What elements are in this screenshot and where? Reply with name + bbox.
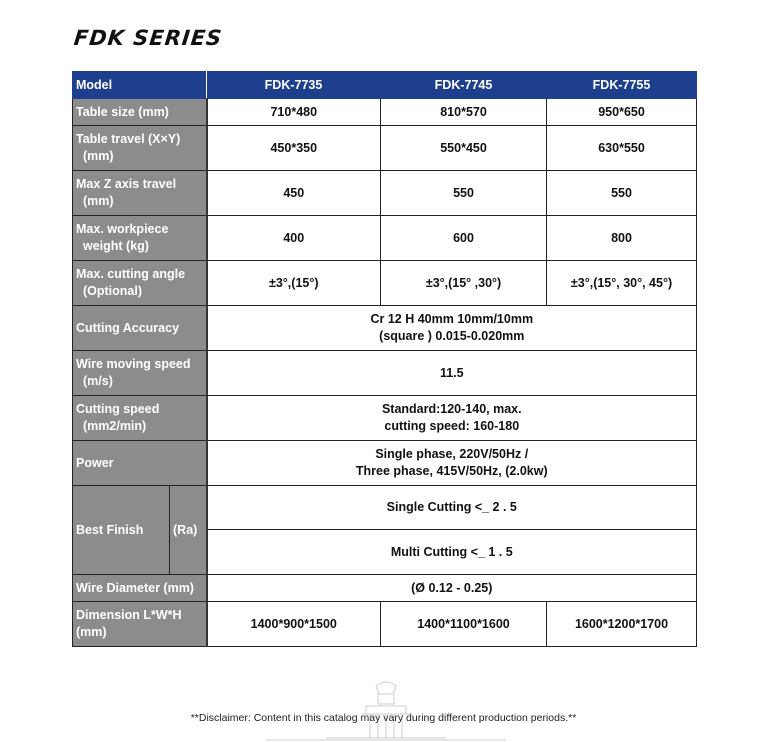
- cell-line: Standard:120-140, max.: [381, 402, 522, 416]
- table-row: [73, 486, 697, 530]
- table-row: [73, 216, 697, 261]
- table-row: [73, 306, 697, 351]
- row-label-line: Max. workpiece: [76, 222, 169, 236]
- row-label-line: (mm2/min): [83, 419, 147, 433]
- row-label: Cutting Accuracy: [73, 306, 207, 351]
- row-label-line: (Optional): [83, 284, 143, 298]
- row-label: Power: [73, 441, 207, 486]
- table-cell: ±3°,(15° ,30°): [381, 261, 547, 306]
- row-label: [73, 126, 207, 171]
- row-label: Table size (mm): [73, 99, 207, 126]
- row-label: Best Finish: [73, 486, 170, 575]
- table-cell: ±3°,(15°, 30°, 45°): [547, 261, 697, 306]
- row-label-line: weight (kg): [83, 239, 149, 253]
- cell-line: Single phase, 220V/50Hz /: [375, 447, 529, 461]
- header-model-2: FDK-7745: [381, 72, 547, 99]
- row-label: [73, 216, 207, 261]
- header-model-1: FDK-7735: [207, 72, 381, 99]
- table-cell: 1400*1100*1600: [381, 602, 547, 647]
- table-header-row: [73, 72, 697, 99]
- row-label-line: (mm): [76, 625, 107, 639]
- header-model-label: Model: [73, 72, 207, 99]
- cell-line: Three phase, 415V/50Hz, (2.0kw): [355, 464, 548, 478]
- cell-line: (square ) 0.015-0.020mm: [379, 329, 525, 343]
- table-row: [73, 396, 697, 441]
- table-row: [73, 441, 697, 486]
- monument-watermark-icon: [266, 676, 506, 742]
- row-label-line: Table travel (X×Y): [76, 132, 181, 146]
- row-label-line: (m/s): [83, 374, 113, 388]
- table-cell: 550: [381, 171, 547, 216]
- table-row: [73, 602, 697, 647]
- table-cell: 950*650: [547, 99, 697, 126]
- table-cell: 1600*1200*1700: [547, 602, 697, 647]
- table-cell: 600: [381, 216, 547, 261]
- cell-line: Cr 12 H 40mm 10mm/10mm: [370, 312, 534, 326]
- table-row: [73, 575, 697, 602]
- table-cell: 810*570: [381, 99, 547, 126]
- table-cell: ±3°,(15°): [207, 261, 381, 306]
- table-cell-merged: (Ø 0.12 - 0.25): [207, 575, 697, 602]
- spec-table: [72, 71, 697, 647]
- table-cell: 550*450: [381, 126, 547, 171]
- table-row: [73, 351, 697, 396]
- table-row: [73, 171, 697, 216]
- table-cell: 1400*900*1500: [207, 602, 381, 647]
- row-label-line: (mm): [83, 149, 114, 163]
- table-cell: 550: [547, 171, 697, 216]
- table-cell-merged: Multi Cutting <_ 1 . 5: [207, 530, 697, 575]
- table-row: [73, 126, 697, 171]
- table-cell: 710*480: [207, 99, 381, 126]
- table-row: [73, 261, 697, 306]
- row-label: [73, 171, 207, 216]
- row-label: [73, 351, 207, 396]
- table-cell: 400: [207, 216, 381, 261]
- table-cell-merged: [207, 306, 697, 351]
- table-cell-merged: [207, 441, 697, 486]
- table-cell-merged: [207, 396, 697, 441]
- row-label-line: Max. cutting angle: [76, 267, 186, 281]
- row-label-line: Wire moving speed: [76, 357, 191, 371]
- cell-line: cutting speed: 160-180: [384, 419, 520, 433]
- table-cell-merged: Single Cutting <_ 2 . 5: [207, 486, 697, 530]
- row-label: [73, 396, 207, 441]
- table-cell: 450: [207, 171, 381, 216]
- row-label-line: Dimension L*W*H: [76, 608, 182, 622]
- table-cell: 800: [547, 216, 697, 261]
- row-label-line: Max Z axis travel: [76, 177, 177, 191]
- row-label: [73, 602, 207, 647]
- page-title: FDK SERIES: [72, 26, 224, 50]
- row-unit-label: (Ra): [170, 486, 207, 575]
- table-cell: 630*550: [547, 126, 697, 171]
- row-label: [73, 261, 207, 306]
- row-label-line: Cutting speed: [76, 402, 160, 416]
- row-label-line: (mm): [83, 194, 114, 208]
- row-label: Wire Diameter (mm): [73, 575, 207, 602]
- header-model-3: FDK-7755: [547, 72, 697, 99]
- disclaimer-text: **Disclaimer: Content in this catalog may vary during different production periods.**: [190, 712, 577, 724]
- table-cell-merged: 11.5: [207, 351, 697, 396]
- table-cell: 450*350: [207, 126, 381, 171]
- table-row: [73, 99, 697, 126]
